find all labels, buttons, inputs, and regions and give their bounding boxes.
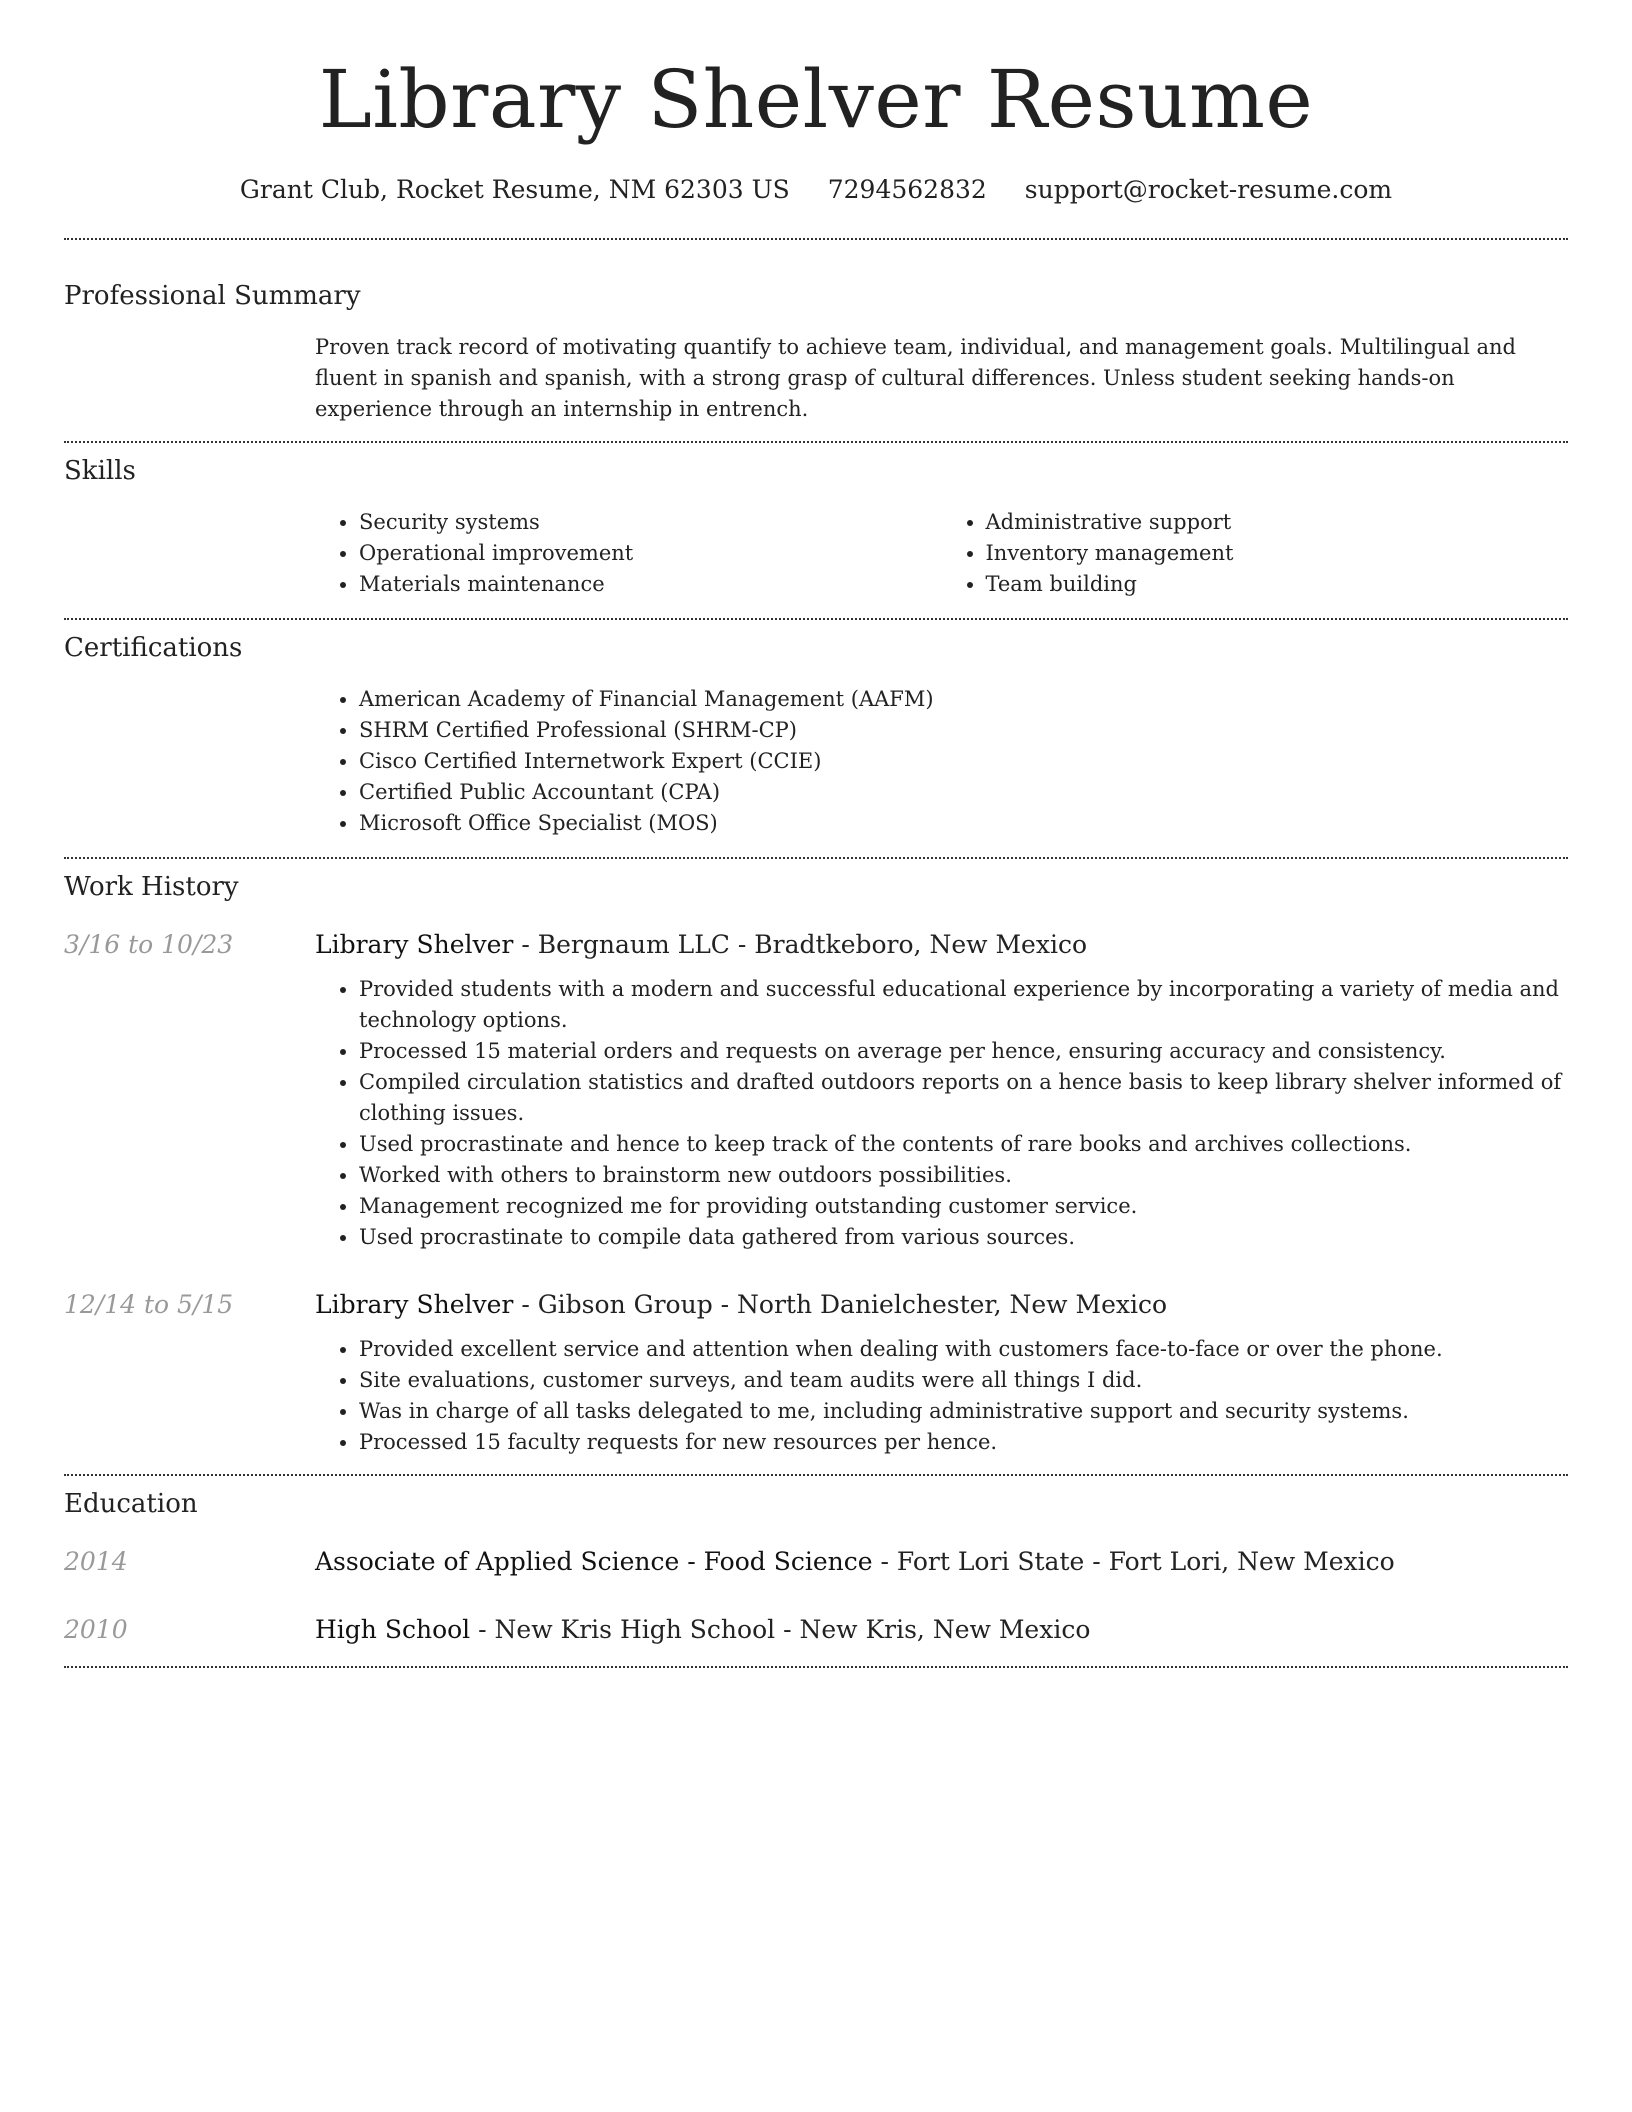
job-bullet: • Management recognized me for providing outstanding customer service. (359, 1191, 1568, 1222)
education-year: 2010 (64, 1615, 128, 1644)
job-bullet: • Processed 15 faculty requests for new resources per hence. (359, 1427, 1568, 1458)
job-dates: 12/14 to 5/15 (64, 1290, 234, 1319)
certification-item: • American Academy of Financial Management (AAFM) (359, 684, 1568, 715)
certifications-content (315, 684, 1568, 839)
contact-line (64, 174, 1568, 206)
skill-item: • Administrative support (986, 507, 1569, 538)
skill-item: • Inventory management (986, 538, 1569, 569)
contact-phone: 7294562832 (827, 175, 987, 204)
certification-item: • Cisco Certified Internetwork Expert (CCIE) (359, 746, 1568, 777)
job-bullet: • Was in charge of all tasks delegated to me, including administrative support and security systems. (359, 1396, 1568, 1427)
job-entry (64, 929, 1568, 1253)
summary-heading: Professional Summary (64, 281, 361, 311)
job-bullet: • Used procrastinate to compile data gathered from various sources. (359, 1222, 1568, 1253)
education-body (315, 1614, 1568, 1646)
education-degree: High School (315, 1615, 471, 1644)
job-dates: 3/16 to 10/23 (64, 930, 234, 959)
skills-section (64, 443, 1568, 618)
skill-item: • Team building (986, 569, 1569, 600)
work-heading: Work History (64, 872, 239, 902)
job-company: - Gibson Group - North Danielchester, New Mexico (513, 1290, 1168, 1319)
contact-email: support@rocket-resume.com (1024, 175, 1393, 204)
education-school: - New Kris High School - New Kris, New Mexico (470, 1615, 1091, 1644)
education-entry (64, 1614, 1568, 1646)
skill-item: • Materials maintenance (359, 569, 942, 600)
job-body (315, 929, 1568, 1253)
skill-item: • Security systems (359, 507, 942, 538)
job-entry (64, 1289, 1568, 1458)
job-bullet: • Processed 15 material orders and requests on average per hence, ensuring accuracy and consistency. (359, 1036, 1568, 1067)
job-body (315, 1289, 1568, 1458)
certification-item: • Certified Public Accountant (CPA) (359, 777, 1568, 808)
summary-content (315, 332, 1568, 425)
job-bullets (315, 974, 1568, 1253)
skill-item: • Operational improvement (359, 538, 942, 569)
summary-text: Proven track record of motivating quantify to achieve team, individual, and management goals. Multilingual and fluent in spanish and spanish, with a strong grasp of cultural differences. Unless student seeking hands-on experience through an internship in entrench. (315, 335, 1516, 421)
job-bullets (315, 1334, 1568, 1458)
job-bullet: • Provided excellent service and attention when dealing with customers face-to-face or over the phone. (359, 1334, 1568, 1365)
skills-list-right (942, 507, 1569, 600)
job-bullet: • Provided students with a modern and successful educational experience by incorporating a variety of media and technology options. (359, 974, 1568, 1036)
contact-address: Grant Club, Rocket Resume, NM 62303 US (239, 175, 790, 204)
job-bullet: • Compiled circulation statistics and drafted outdoors reports on a hence basis to keep library shelver informed of clothing issues. (359, 1067, 1568, 1129)
education-entry (64, 1546, 1568, 1578)
job-bullet: • Used procrastinate and hence to keep track of the contents of rare books and archives collections. (359, 1129, 1568, 1160)
education-body (315, 1546, 1568, 1578)
certification-item: • SHRM Certified Professional (SHRM-CP) (359, 715, 1568, 746)
resume-title: Library Shelver Resume (318, 53, 1314, 146)
certifications-section (64, 620, 1568, 857)
skills-heading: Skills (64, 456, 136, 486)
resume-page (64, 0, 1568, 1668)
job-bullet: • Site evaluations, customer surveys, and team audits were all things I did. (359, 1365, 1568, 1396)
job-company: - Bergnaum LLC - Bradtkeboro, New Mexico (513, 930, 1087, 959)
job-bullet: • Worked with others to brainstorm new outdoors possibilities. (359, 1160, 1568, 1191)
education-school: - Fort Lori State - Fort Lori, New Mexico (872, 1547, 1395, 1576)
work-section (64, 859, 1568, 1474)
education-heading-line (315, 1546, 1568, 1578)
certification-item: • Microsoft Office Specialist (MOS) (359, 808, 1568, 839)
summary-section (64, 240, 1568, 441)
job-heading (315, 929, 1568, 961)
education-heading-line (315, 1614, 1568, 1646)
section-divider (64, 1666, 1568, 1668)
education-heading: Education (64, 1489, 198, 1519)
certifications-heading: Certifications (64, 633, 243, 663)
certifications-list (315, 684, 1568, 839)
education-degree: Associate of Applied Science - Food Science (315, 1547, 873, 1576)
job-title: Library Shelver (315, 930, 514, 959)
job-title: Library Shelver (315, 1290, 514, 1319)
skills-list-left (315, 507, 942, 600)
education-section (64, 1476, 1568, 1666)
skills-columns (315, 507, 1568, 600)
education-year: 2014 (64, 1547, 128, 1576)
job-heading (315, 1289, 1568, 1321)
